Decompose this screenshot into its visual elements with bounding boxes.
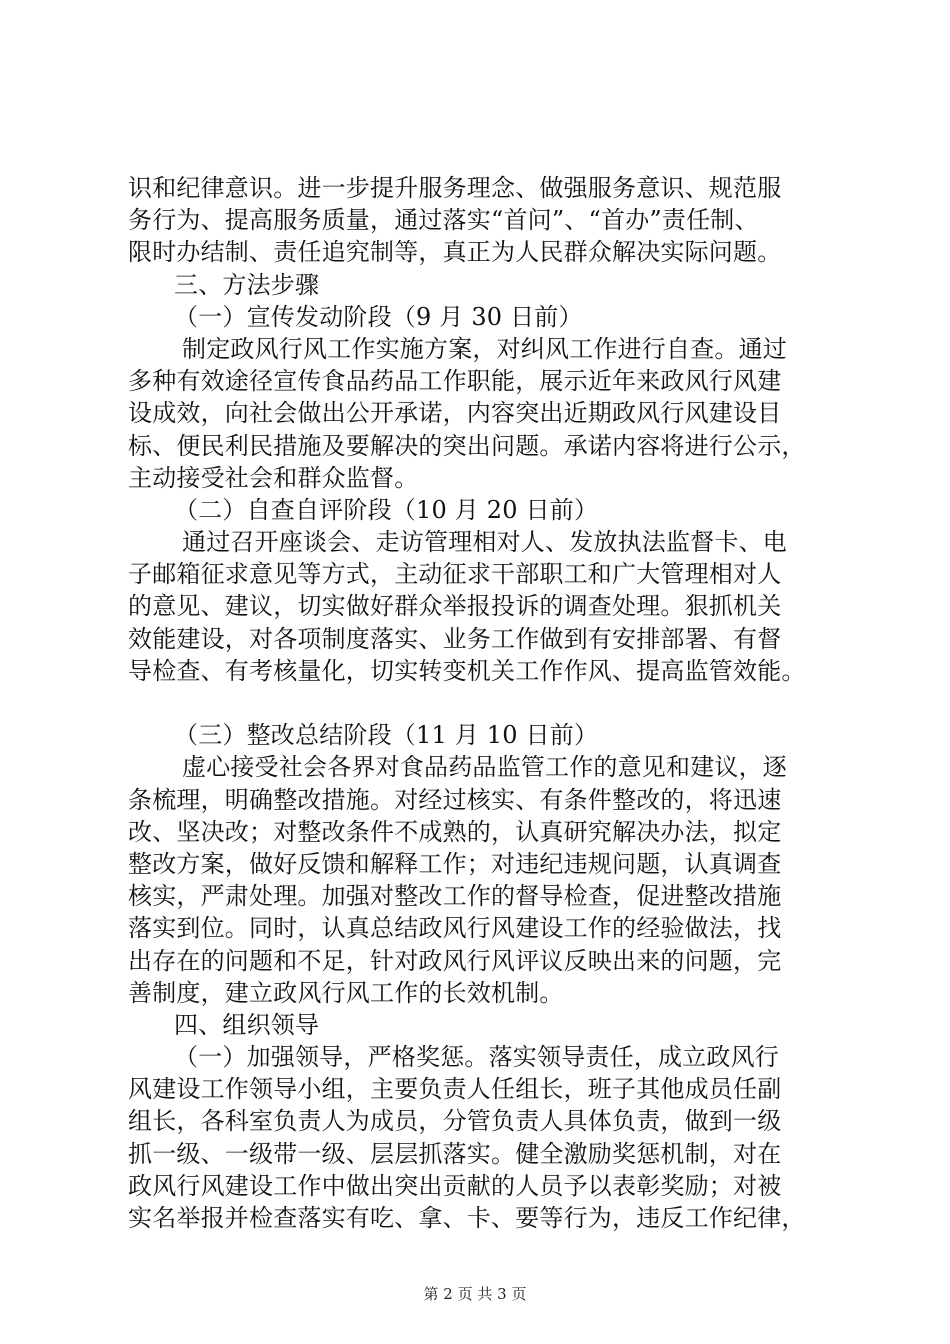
subsection-heading: （三）整改总结阶段（11 月 10 日前） xyxy=(174,721,599,750)
body-line: 效能建设，对各项制度落实、业务工作做到有安排部署、有督 xyxy=(128,624,782,653)
body-line: 主动接受社会和群众监督。 xyxy=(128,463,419,492)
section-heading: 四、组织领导 xyxy=(174,1010,320,1039)
body-line: 政风行风建设工作中做出突出贡献的人员予以表彰奖励；对被 xyxy=(128,1171,782,1200)
body-line: 务行为、提高服务质量，通过落实“首问”、“首办”责任制、 xyxy=(128,206,759,235)
body-line: 限时办结制、责任追究制等，真正为人民群众解决实际问题。 xyxy=(128,238,782,267)
body-line: 虚心接受社会各界对食品药品监管工作的意见和建议，逐 xyxy=(182,753,787,782)
subsection-heading: （一）宣传发动阶段（9 月 30 日前） xyxy=(174,302,583,331)
body-line: 识和纪律意识。进一步提升服务理念、做强服务意识、规范服 xyxy=(128,174,782,202)
body-line: 制定政风行风工作实施方案，对纠风工作进行自查。通过 xyxy=(182,334,787,363)
body-line: 通过召开座谈会、走访管理相对人、发放执法监督卡、电 xyxy=(182,528,787,557)
body-line: 风建设工作领导小组，主要负责人任组长，班子其他成员任副 xyxy=(128,1075,782,1104)
body-line: 落实到位。同时，认真总结政风行风建设工作的经验做法，找 xyxy=(128,914,782,943)
body-line: 善制度，建立政风行风工作的长效机制。 xyxy=(128,978,564,1007)
section-heading: 三、方法步骤 xyxy=(174,270,320,299)
body-line: 出存在的问题和不足，针对政风行风评议反映出来的问题，完 xyxy=(128,946,782,975)
body-line: 导检查、有考核量化，切实转变机关工作作风、提高监管效能。 xyxy=(128,656,806,685)
body-line: 多种有效途径宣传食品药品工作职能，展示近年来政风行风建 xyxy=(128,367,782,396)
body-line: 的意见、建议，切实做好群众举报投诉的调查处理。狠抓机关 xyxy=(128,592,782,621)
body-line: 改、坚决改；对整改条件不成熟的，认真研究解决办法，拟定 xyxy=(128,817,782,846)
subsection-heading: （二）自查自评阶段（10 月 20 日前） xyxy=(174,495,599,524)
body-line: 条梳理，明确整改措施。对经过核实、有条件整改的，将迅速 xyxy=(128,785,782,814)
body-line: 抓一级、一级带一级、层层抓落实。健全激励奖惩机制，对在 xyxy=(128,1139,782,1168)
body-line: 标、便民利民措施及要解决的突出问题。承诺内容将进行公示， xyxy=(128,431,806,460)
body-line: 设成效，向社会做出公开承诺，内容突出近期政风行风建设目 xyxy=(128,399,782,428)
body-line: （一）加强领导，严格奖惩。落实领导责任，成立政风行 xyxy=(174,1043,779,1072)
body-line: 子邮箱征求意见等方式，主动征求干部职工和广大管理相对人 xyxy=(128,560,782,589)
body-line: 组长，各科室负责人为成员，分管负责人具体负责，做到一级 xyxy=(128,1107,782,1136)
body-line: 实名举报并检查落实有吃、拿、卡、要等行为，违反工作纪律， xyxy=(128,1204,806,1232)
body-line: 整改方案，做好反馈和解释工作；对违纪违规问题，认真调查 xyxy=(128,849,782,878)
page-number-footer: 第 2 页 共 3 页 xyxy=(423,1285,527,1303)
paragraph-gap xyxy=(128,687,828,719)
document-body xyxy=(128,172,828,1234)
body-line: 核实，严肃处理。加强对整改工作的督导检查，促进整改措施 xyxy=(128,882,782,911)
